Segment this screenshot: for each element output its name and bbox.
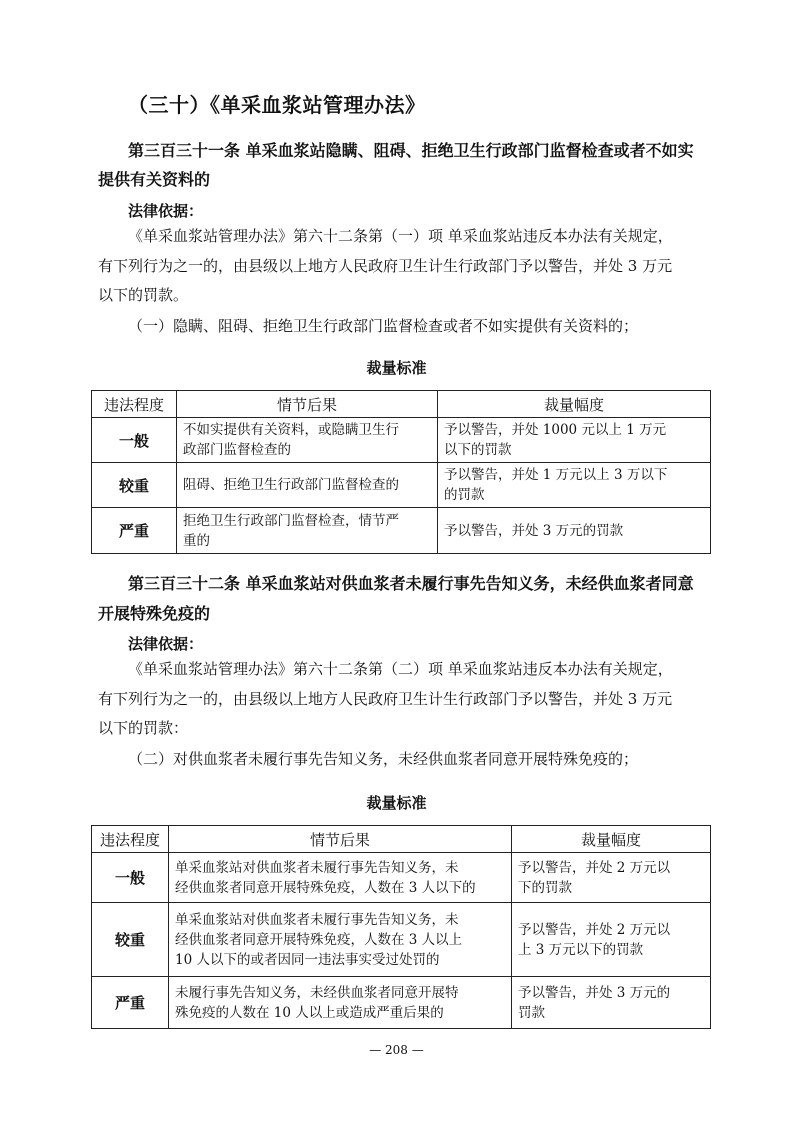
legal-basis-line: 《单采血浆站管理办法》第六十二条第（二）项 单采血浆站违反本办法有关规定，	[128, 660, 673, 678]
article-331-heading-line2: 提供有关资料的	[98, 170, 211, 189]
article-332-heading-line1: 第三百三十二条 单采血浆站对供血浆者未履行事先告知义务，未经供血浆者同意	[128, 574, 694, 593]
article-331-heading-line1: 第三百三十一条 单采血浆站隐瞒、阻碍、拒绝卫生行政部门监督检查或者不如实	[128, 141, 694, 160]
legal-basis-line: 以下的罚款：	[98, 719, 189, 737]
level-cell: 一般	[92, 853, 169, 903]
table-header-row	[92, 391, 711, 418]
circumstance-cell: 阻碍、拒绝卫生行政部门监督检查的	[177, 463, 438, 508]
header-penalty-range: 裁量幅度	[438, 391, 711, 418]
header-violation-level: 违法程度	[92, 826, 169, 853]
penalty-cell: 予以警告，并处 2 万元以 下的罚款	[512, 853, 711, 903]
clause-text: （一）隐瞒、阻碍、拒绝卫生行政部门监督检查或者不如实提供有关资料的；	[128, 317, 639, 335]
table-row	[92, 463, 711, 508]
level-cell: 较重	[92, 463, 177, 508]
table-header-row	[92, 826, 711, 853]
circumstance-cell: 单采血浆站对供血浆者未履行事先告知义务，未 经供血浆者同意开展特殊免疫，人数在 3 人以上 10 人以下的或者因同一违法事实受过处罚的	[169, 903, 512, 977]
circumstance-cell: 不如实提供有关资料，或隐瞒卫生行 政部门监督检查的	[177, 418, 438, 463]
legal-basis-line: 以下的罚款。	[98, 286, 189, 304]
article-332-heading-line2: 开展特殊免疫的	[98, 604, 211, 623]
legal-basis-label: 法律依据：	[128, 202, 204, 220]
table-row	[92, 853, 711, 903]
legal-basis-line: 《单采血浆站管理办法》第六十二条第（一）项 单采血浆站违反本办法有关规定，	[128, 227, 673, 245]
circumstance-cell: 未履行事先告知义务，未经供血浆者同意开展特 殊免疫的人数在 10 人以上或造成严重后果的	[169, 977, 512, 1029]
table-row	[92, 418, 711, 463]
table-row	[92, 977, 711, 1029]
penalty-cell: 予以警告，并处 3 万元的 罚款	[512, 977, 711, 1029]
penalty-cell: 予以警告，并处 1 万元以上 3 万以下 的罚款	[438, 463, 711, 508]
header-violation-level: 违法程度	[92, 391, 177, 418]
section-title: （三十）《单采血浆站管理办法》	[128, 93, 426, 117]
circumstance-cell: 单采血浆站对供血浆者未履行事先告知义务，未 经供血浆者同意开展特殊免疫，人数在 3 人以下的	[169, 853, 512, 903]
discretion-table-332	[91, 825, 711, 1029]
legal-basis-label: 法律依据：	[128, 635, 204, 653]
level-cell: 一般	[92, 418, 177, 463]
level-cell: 较重	[92, 903, 169, 977]
legal-basis-line: 有下列行为之一的，由县级以上地方人民政府卫生计生行政部门予以警告，并处 3 万元	[98, 690, 673, 708]
penalty-cell: 予以警告，并处 1000 元以上 1 万元 以下的罚款	[438, 418, 711, 463]
discretion-table-331	[91, 390, 711, 554]
level-cell: 严重	[92, 977, 169, 1029]
table-row	[92, 508, 711, 554]
legal-basis-line: 有下列行为之一的，由县级以上地方人民政府卫生计生行政部门予以警告，并处 3 万元	[98, 257, 673, 275]
header-circumstances: 情节后果	[177, 391, 438, 418]
table-title: 裁量标准	[366, 794, 427, 812]
level-cell: 严重	[92, 508, 177, 554]
table-title: 裁量标准	[366, 359, 427, 377]
clause-text: （二）对供血浆者未履行事先告知义务，未经供血浆者同意开展特殊免疫的；	[128, 750, 639, 768]
penalty-cell: 予以警告，并处 3 万元的罚款	[438, 508, 711, 554]
table-row	[92, 903, 711, 977]
penalty-cell: 予以警告，并处 2 万元以 上 3 万元以下的罚款	[512, 903, 711, 977]
header-penalty-range: 裁量幅度	[512, 826, 711, 853]
header-circumstances: 情节后果	[169, 826, 512, 853]
circumstance-cell: 拒绝卫生行政部门监督检查，情节严 重的	[177, 508, 438, 554]
page-number: — 208 —	[369, 1043, 424, 1057]
